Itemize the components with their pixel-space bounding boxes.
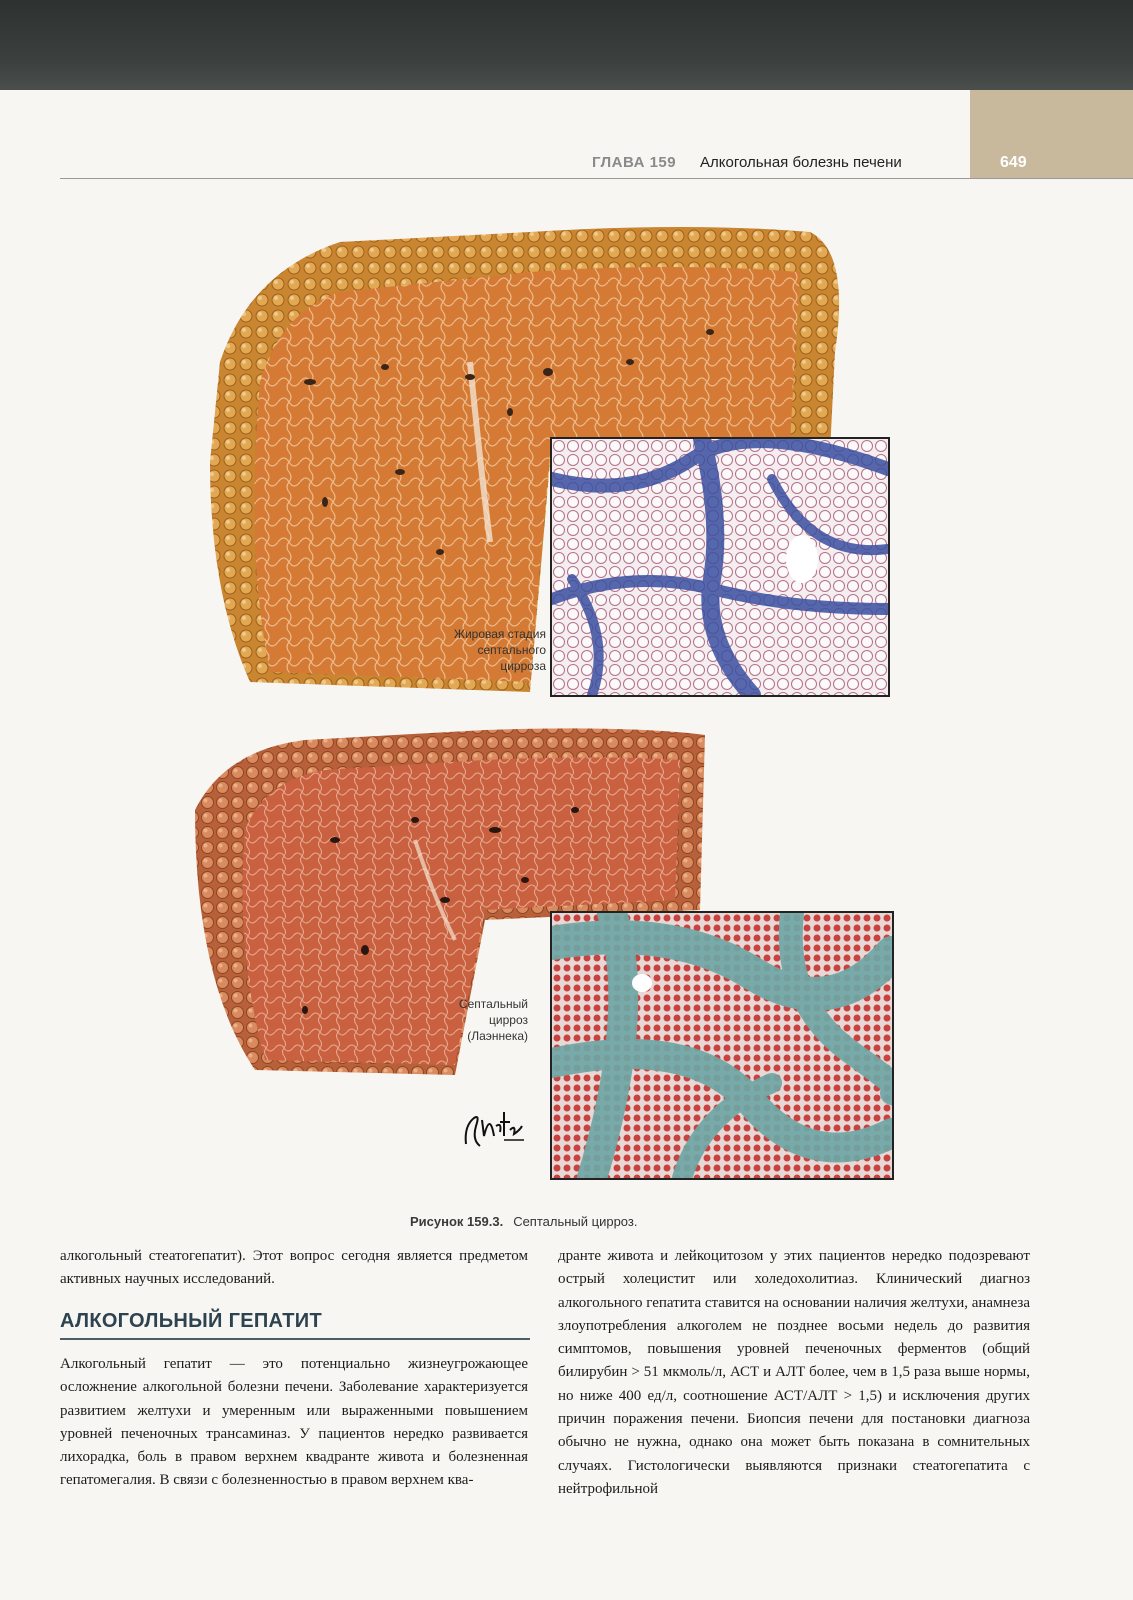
header-rule bbox=[60, 178, 1133, 179]
paragraph: дранте живота и лейкоцитозом у этих пациентов нередко подозревают острый холецистит или холедохолитиаз. Клинический диагноз алкогольного гепатита ставится на основании наличия желтухи, анамнеза злоупотребления алкоголем не позднее восьми недель до развития симптомов, повышения уровней печеночных ферментов (общий билирубин > 51 мкмоль/л, АСТ и АЛТ более, чем в 1,5 раза выше нормы, но ниже 400 ед/л, соотношение АСТ/АЛТ > 1,5) и исключения других причин поражения печени. Биопсия печени для постановки диагноза обычно не нужна, однако она может быть показана в сомнительных случаях. Гистологически выявляются признаки стеатогепатита с нейтрофильной bbox=[558, 1248, 1031, 1497]
right-column bbox=[558, 1245, 1030, 1501]
label-line: септального bbox=[477, 643, 546, 657]
paragraph: Алкогольный гепатит — это потенциально жизнеугрожающее осложнение алкогольной болезни печени. Заболевание характеризуется развитием желтухи и умеренным или выраженными повышением уровней печеночных трансаминаз. У пациентов нередко развивается лихорадка, боль в правом верхнем квадранте живота и болезненная гепатомегалия. В связи с болезненностью в правом верхнем ква- bbox=[60, 1356, 528, 1489]
left-column-top bbox=[60, 1245, 528, 1292]
chapter-title: Алкогольная болезнь печени bbox=[700, 154, 902, 171]
figure-label-fatty bbox=[410, 626, 546, 674]
label-line: цирроз bbox=[489, 1013, 528, 1027]
caption-number: Рисунок 159.3. bbox=[410, 1214, 504, 1229]
histology-inset-fatty bbox=[550, 437, 890, 697]
left-column-body bbox=[60, 1353, 528, 1493]
artist-signature bbox=[460, 1106, 530, 1152]
label-line: Жировая стадия bbox=[453, 627, 546, 641]
label-line: Септальный bbox=[458, 997, 528, 1011]
chapter-number: ГЛАВА 159 bbox=[592, 154, 677, 171]
caption-text: Септальный цирроз. bbox=[513, 1214, 638, 1229]
scan-top-border bbox=[0, 0, 1133, 90]
running-header bbox=[60, 150, 1133, 180]
label-line: цирроза bbox=[500, 659, 546, 673]
figure-caption bbox=[410, 1214, 637, 1229]
histology-inset-septal bbox=[550, 911, 894, 1180]
label-line: (Лаэннека) bbox=[467, 1029, 528, 1043]
paragraph: алкогольный стеатогепатит). Этот вопрос сегодня является предметом активных научных исследований. bbox=[60, 1248, 528, 1288]
page-number: 649 bbox=[1000, 154, 1027, 171]
figure-label-septal bbox=[410, 996, 528, 1044]
section-heading: АЛКОГОЛЬНЫЙ ГЕПАТИТ bbox=[60, 1310, 322, 1332]
section-rule bbox=[60, 1338, 530, 1340]
